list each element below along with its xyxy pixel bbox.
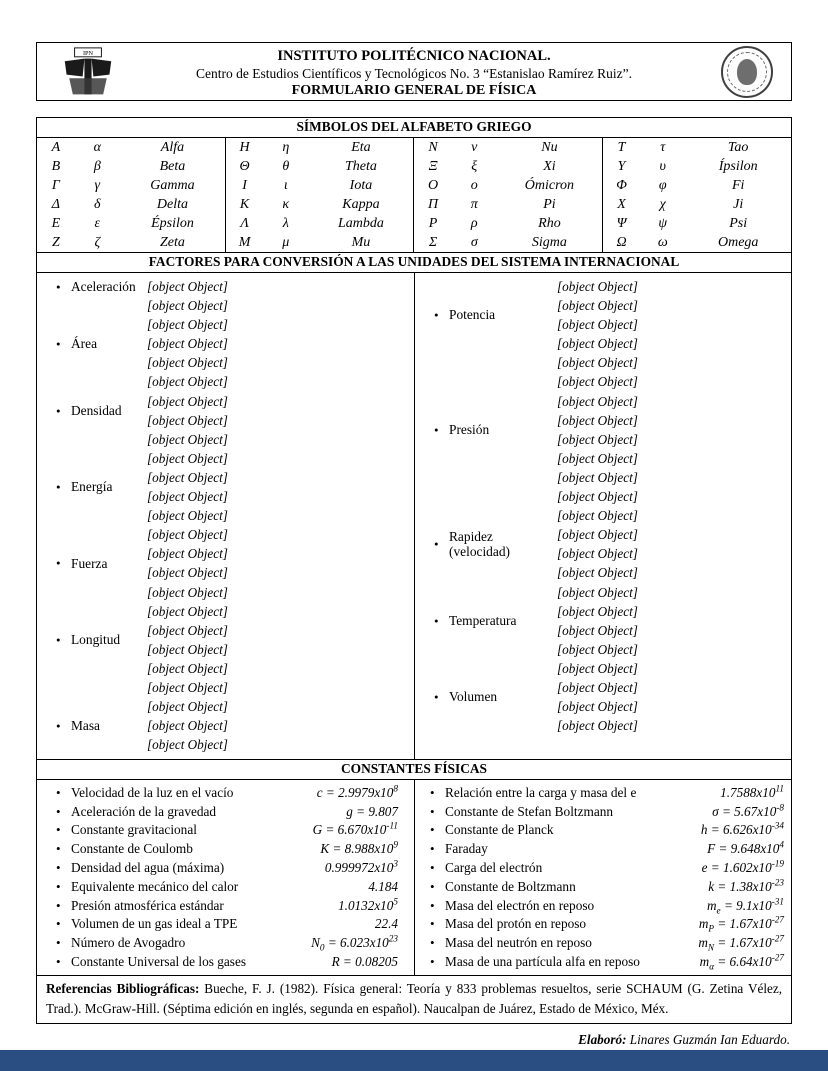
document-header: [36, 42, 792, 101]
conversion-formula: [object Object]: [147, 450, 228, 466]
conversion-group: [37, 430, 414, 545]
constant-value: $m_e = 9.1x10^{-31}$: [707, 896, 784, 916]
conversion-formula: [object Object]: [557, 603, 638, 619]
greek-uppercase-letter: Θ: [239, 158, 250, 174]
conversion-formula: [object Object]: [557, 431, 638, 447]
greek-lowercase-letter: β: [93, 158, 101, 174]
document-title: FORMULARIO GENERAL DE FÍSICA: [291, 83, 537, 98]
conversion-category: [37, 392, 147, 430]
greek-uppercase-letter: T: [617, 139, 626, 155]
conversion-category-label: • Área: [71, 336, 98, 352]
conversion-group: [37, 392, 414, 430]
conversion-formula-list: [147, 296, 414, 391]
constant-row: [415, 896, 791, 915]
constant-value: $N_0 = 6.023x10^{23}$: [311, 933, 398, 953]
constant-value: $1.7588x10^{11}$: [720, 783, 784, 800]
greek-lowercase-letter: η: [282, 139, 290, 155]
greek-letter-name: Delta: [120, 195, 226, 214]
greek-letter-name: Psi: [729, 215, 748, 231]
constant-name: • Constante gravitacional: [37, 822, 313, 838]
conversion-formula-list: [557, 506, 791, 582]
conversion-formula: [object Object]: [147, 508, 228, 524]
greek-uppercase-letter: Π: [428, 196, 439, 212]
conversion-formula: [object Object]: [557, 679, 638, 695]
conversion-formula: [object Object]: [147, 660, 228, 676]
constant-value: $e = 1.602x10^{-19}$: [701, 858, 784, 875]
greek-row: [37, 195, 791, 214]
constant-row: [415, 783, 791, 802]
greek-letter-name: Gamma: [120, 176, 226, 195]
conversion-category: [37, 583, 147, 698]
conversion-formula: [object Object]: [147, 489, 228, 505]
conversion-formula: [object Object]: [557, 336, 638, 352]
conversion-formula-list: [147, 544, 414, 582]
conversion-formula: [object Object]: [557, 374, 638, 390]
constant-value: $K = 8.988x10^9$: [320, 839, 398, 857]
signature-label: Elaboró:: [578, 1032, 627, 1047]
constant-name: • Masa del electrón en reposo: [415, 898, 707, 914]
greek-lowercase-letter: λ: [282, 215, 289, 231]
constant-name: • Número de Avogadro: [37, 935, 311, 951]
conversion-formula-list: [147, 583, 414, 698]
greek-lowercase-letter: τ: [660, 139, 666, 155]
greek-letter-name: Ji: [733, 196, 744, 212]
conversion-category: [37, 697, 147, 754]
greek-letter-name: Rho: [497, 214, 603, 233]
ipn-logo-text: IPN: [82, 50, 94, 58]
constant-value: $1.0132x10^5$: [338, 896, 398, 913]
constant-name: • Velocidad de la luz en el vacío: [37, 785, 317, 801]
conversion-formula: [object Object]: [147, 737, 228, 753]
greek-uppercase-letter: I: [242, 177, 247, 193]
conversion-formula: [object Object]: [557, 565, 638, 581]
greek-letter-name: Zeta: [120, 233, 226, 252]
conversion-category-label: • Longitud: [71, 632, 121, 648]
conversion-group: [37, 544, 414, 582]
constant-name: • Masa del neutrón en reposo: [415, 935, 698, 951]
conversion-formula: [object Object]: [557, 641, 638, 657]
greek-uppercase-letter: Ω: [616, 234, 627, 250]
ipn-logo: [61, 47, 115, 97]
constant-row: [37, 821, 414, 840]
footer-bar: [0, 1050, 828, 1071]
school-seal-icon: [721, 46, 773, 98]
greek-letter-name: Ípsilon: [718, 158, 758, 174]
greek-letter-name: Fi: [731, 177, 745, 193]
conversion-category: [37, 296, 147, 391]
author-signature: [578, 1032, 790, 1048]
constant-name: • Equivalente mecánico del calor: [37, 879, 368, 895]
constant-value: $k = 1.38x10^{-23}$: [708, 877, 784, 894]
greek-row: [37, 157, 791, 176]
greek-lowercase-letter: σ: [470, 234, 478, 250]
constant-row: [37, 840, 414, 859]
conversion-group: [415, 353, 791, 506]
greek-letter-name: Nu: [497, 138, 603, 157]
greek-letter-name: Beta: [120, 157, 226, 176]
constant-name: • Constante de Planck: [415, 822, 701, 838]
bibliographic-references: [37, 975, 791, 1023]
conversion-formula: [object Object]: [557, 699, 638, 715]
conversion-category-label: • Densidad: [71, 402, 122, 418]
constant-name: • Constante de Coulomb: [37, 841, 320, 857]
constant-row: [37, 859, 414, 878]
constant-value: $m_P = 1.67x10^{-27}$: [698, 914, 784, 934]
conversion-formula: [object Object]: [147, 374, 228, 390]
greek-lowercase-letter: φ: [658, 177, 667, 193]
conversion-formula: [object Object]: [147, 641, 228, 657]
conversion-group: [37, 277, 414, 296]
conversion-category-label: • Potencia: [449, 307, 496, 323]
greek-lowercase-letter: o: [470, 177, 478, 193]
conversion-formula-list: [147, 392, 414, 430]
conversion-formula: [object Object]: [147, 527, 228, 543]
constant-value: $G = 6.670x10^{-11}$: [312, 820, 398, 838]
constant-name: • Carga del electrón: [415, 860, 702, 876]
greek-uppercase-letter: Ψ: [616, 215, 627, 231]
conversion-formula: [object Object]: [147, 412, 228, 428]
physical-constants-section: [37, 780, 791, 975]
greek-lowercase-letter: ψ: [658, 215, 668, 231]
greek-letter-name: Mu: [308, 233, 414, 252]
greek-letter-name: Lambda: [308, 214, 414, 233]
greek-letter-name: Ómicron: [497, 176, 603, 195]
greek-row: [37, 138, 791, 157]
conversion-category: [415, 583, 557, 659]
conversion-group: [415, 583, 791, 659]
constant-name: • Relación entre la carga y masa del e: [415, 785, 720, 801]
constant-name: • Constante de Stefan Boltzmann: [415, 804, 712, 820]
constant-value: 22.4: [374, 916, 398, 932]
conversion-formula: [object Object]: [147, 298, 228, 314]
conversion-formula: [object Object]: [147, 431, 228, 447]
conversion-formula: [object Object]: [557, 584, 638, 600]
constant-row: [415, 877, 791, 896]
conversion-category-label: • Aceleración: [71, 278, 136, 294]
constant-name: • Masa del protón en reposo: [415, 916, 699, 932]
conversion-formula-list: [557, 659, 791, 735]
conversion-group: [37, 583, 414, 698]
greek-lowercase-letter: ε: [94, 215, 101, 231]
greek-row: [37, 214, 791, 233]
greek-section-title: SÍMBOLOS DEL ALFABETO GRIEGO: [37, 118, 791, 138]
conversions-left-column: [37, 273, 414, 759]
constant-name: • Faraday: [415, 841, 707, 857]
conversion-formula: [object Object]: [557, 660, 638, 676]
greek-alphabet-body: [37, 138, 791, 252]
constant-row: [415, 821, 791, 840]
conversion-formula: [object Object]: [557, 298, 638, 314]
constant-name: • Presión atmosférica estándar: [37, 898, 338, 914]
greek-letter-name: Iota: [308, 176, 414, 195]
conversion-formula-list: [147, 277, 414, 296]
conversion-category-label: • Energía: [71, 479, 113, 495]
constant-value: $m_\alpha = 6.64x10^{-27}$: [699, 952, 784, 972]
greek-row: [37, 176, 791, 195]
constant-value: $m_N = 1.67x10^{-27}$: [698, 933, 784, 953]
conversion-formula: [object Object]: [147, 622, 228, 638]
conversion-group: [415, 506, 791, 582]
constant-value: g = 9.807: [346, 803, 398, 819]
greek-lowercase-letter: κ: [282, 196, 290, 212]
seal-core: [737, 59, 757, 85]
conversion-formula: [object Object]: [557, 412, 638, 428]
constant-name: • Densidad del agua (máxima): [37, 860, 325, 876]
conversion-formula-list: [557, 353, 791, 506]
conversion-formula: [object Object]: [557, 527, 638, 543]
greek-lowercase-letter: ζ: [94, 234, 101, 250]
constant-row: [37, 896, 414, 915]
conversion-formula: [object Object]: [557, 317, 638, 333]
conversion-category-label: • Volumen: [449, 689, 498, 705]
greek-uppercase-letter: M: [238, 234, 251, 250]
conversion-formula: [object Object]: [147, 679, 228, 695]
conversion-category: [415, 506, 557, 582]
greek-lowercase-letter: χ: [659, 196, 666, 212]
greek-lowercase-letter: μ: [282, 234, 290, 250]
conversion-formula: [object Object]: [557, 622, 638, 638]
conversion-formula: [object Object]: [557, 279, 638, 294]
constant-name: • Masa de una partícula alfa en reposo: [415, 954, 700, 970]
conversion-formula-list: [147, 430, 414, 545]
greek-lowercase-letter: ρ: [470, 215, 478, 231]
greek-uppercase-letter: O: [428, 177, 439, 193]
conversion-formula: [object Object]: [557, 546, 638, 562]
conversion-category-label: • Temperatura: [449, 612, 517, 628]
greek-letter-name: Épsilon: [120, 214, 226, 233]
greek-uppercase-letter: K: [239, 196, 250, 212]
conversion-formula: [object Object]: [147, 355, 228, 371]
constant-row: [415, 915, 791, 934]
conversion-group: [37, 697, 414, 754]
constant-row: [37, 877, 414, 896]
greek-uppercase-letter: B: [51, 158, 61, 174]
ipn-logo-graphic: [61, 47, 115, 97]
greek-lowercase-letter: ω: [657, 234, 668, 250]
greek-uppercase-letter: X: [617, 196, 626, 212]
conversion-formula-list: [557, 583, 791, 659]
conversion-formula: [object Object]: [147, 603, 228, 619]
constant-row: [37, 953, 414, 972]
conversion-formula: [object Object]: [147, 317, 228, 333]
conversion-formula: [object Object]: [147, 279, 228, 294]
constant-row: [415, 859, 791, 878]
constant-value: $0.999972x10^3$: [324, 858, 398, 875]
conversion-group: [415, 277, 791, 353]
constant-value: $c = 2.9979x10^8$: [316, 783, 398, 800]
constant-value: $F = 9.648x10^4$: [707, 839, 784, 857]
constant-row: [37, 934, 414, 953]
greek-uppercase-letter: P: [428, 215, 438, 231]
constant-row: [415, 953, 791, 972]
constant-value: $\sigma = 5.67x10^{-8}$: [712, 802, 784, 819]
greek-letter-name: Pi: [497, 195, 603, 214]
greek-uppercase-letter: Ξ: [428, 158, 438, 174]
greek-lowercase-letter: π: [470, 196, 478, 212]
school-name: Centro de Estudios Científicos y Tecnológicos No. 3 “Estanislao Ramírez Ruiz”.: [196, 66, 632, 81]
greek-uppercase-letter: N: [428, 139, 438, 155]
greek-letter-name: Theta: [308, 157, 414, 176]
conversion-group: [415, 659, 791, 735]
conversion-formula: [object Object]: [557, 508, 638, 524]
conversion-formula: [object Object]: [147, 565, 228, 581]
greek-uppercase-letter: Y: [617, 158, 626, 174]
references-label: Referencias Bibliográficas:: [46, 981, 200, 997]
greek-row: [37, 233, 791, 252]
greek-lowercase-letter: α: [93, 139, 101, 155]
conversions-section-title: FACTORES PARA CONVERSIÓN A LAS UNIDADES DEL SISTEMA INTERNACIONAL: [37, 252, 791, 273]
greek-uppercase-letter: Z: [51, 234, 60, 250]
constant-row: [415, 840, 791, 859]
constant-name: • Volumen de un gas ideal a TPE: [37, 916, 375, 932]
conversion-formula: [object Object]: [557, 450, 638, 466]
greek-letter-name: Tao: [727, 139, 749, 155]
conversion-category-label: • Fuerza: [71, 555, 108, 571]
references-text: Bueche, F. J. (1982). Física general: Teoría y 833 problemas resueltos, serie SCHAUM (G. Zetina Vélez, Trad.). McGraw-Hill. (Séptima edición en inglés, segunda en español). Naucalpan de Juárez, Estado de México, Méx.: [46, 981, 783, 1016]
constant-row: [37, 915, 414, 934]
header-text: [147, 47, 681, 100]
greek-lowercase-letter: ι: [283, 177, 288, 193]
conversion-category: [415, 353, 557, 506]
greek-letter-name: Sigma: [497, 233, 603, 252]
constant-value: $h = 6.626x10^{-34}$: [700, 820, 784, 838]
conversion-formula-list: [557, 277, 791, 353]
conversion-factors-section: [37, 273, 791, 759]
constant-name: • Constante Universal de los gases: [37, 954, 332, 970]
signature-name: Linares Guzmán Ian Eduardo.: [629, 1032, 790, 1047]
conversion-group: [37, 296, 414, 391]
greek-uppercase-letter: H: [239, 139, 250, 155]
constant-value: 4.184: [368, 878, 398, 894]
conversion-formula: [object Object]: [557, 355, 638, 371]
greek-uppercase-letter: Γ: [51, 177, 60, 193]
greek-lowercase-letter: ξ: [471, 158, 478, 174]
conversion-category: [415, 277, 557, 353]
constant-value: R = 0.08205: [331, 953, 398, 969]
conversion-formula: [object Object]: [147, 469, 228, 485]
constant-row: [37, 783, 414, 802]
constant-name: • Aceleración de la gravedad: [37, 804, 346, 820]
conversions-right-column: [414, 273, 791, 759]
conversion-formula: [object Object]: [147, 393, 228, 409]
constant-row: [37, 802, 414, 821]
constant-row: [415, 802, 791, 821]
conversion-formula: [object Object]: [147, 584, 228, 600]
conversion-category-label: • Presión: [449, 422, 490, 437]
conversion-category-label: • Masa: [71, 717, 101, 733]
formulary-table: [36, 117, 792, 1024]
conversion-formula: [object Object]: [147, 546, 228, 562]
conversion-formula: [object Object]: [147, 699, 228, 715]
conversion-category: [37, 430, 147, 545]
conversion-formula: [object Object]: [557, 718, 638, 734]
greek-uppercase-letter: E: [51, 215, 61, 231]
greek-letter-name: Xi: [497, 157, 603, 176]
greek-lowercase-letter: θ: [282, 158, 290, 174]
conversion-category-label: • Rapidez (velocidad): [449, 528, 510, 560]
greek-letter-name: Kappa: [308, 195, 414, 214]
conversion-formula: [object Object]: [147, 336, 228, 352]
conversion-category: [37, 544, 147, 582]
constants-section-title: CONSTANTES FÍSICAS: [37, 759, 791, 780]
institution-name: INSTITUTO POLITÉCNICO NACIONAL.: [277, 48, 551, 64]
greek-letter-name: Omega: [717, 234, 759, 250]
conversion-formula-list: [147, 697, 414, 754]
greek-lowercase-letter: δ: [94, 196, 101, 212]
constant-row: [415, 934, 791, 953]
greek-uppercase-letter: Δ: [51, 196, 60, 212]
greek-lowercase-letter: υ: [659, 158, 666, 174]
conversion-formula: [object Object]: [147, 718, 228, 734]
greek-letter-name: Alfa: [120, 138, 226, 157]
greek-alphabet-table: [37, 138, 791, 252]
conversion-formula: [object Object]: [557, 469, 638, 485]
greek-lowercase-letter: γ: [94, 177, 101, 193]
constants-right-column: [414, 780, 791, 975]
constants-left-column: [37, 780, 414, 975]
conversion-formula: [object Object]: [557, 393, 638, 409]
greek-uppercase-letter: Σ: [428, 234, 438, 250]
conversion-category: [37, 277, 147, 296]
greek-lowercase-letter: ν: [471, 139, 478, 155]
greek-uppercase-letter: A: [51, 139, 61, 155]
conversion-formula: [object Object]: [557, 489, 638, 505]
conversion-category: [415, 659, 557, 735]
greek-letter-name: Eta: [308, 138, 414, 157]
constant-name: • Constante de Boltzmann: [415, 879, 708, 895]
greek-uppercase-letter: Λ: [240, 215, 249, 231]
greek-uppercase-letter: Φ: [616, 177, 627, 193]
